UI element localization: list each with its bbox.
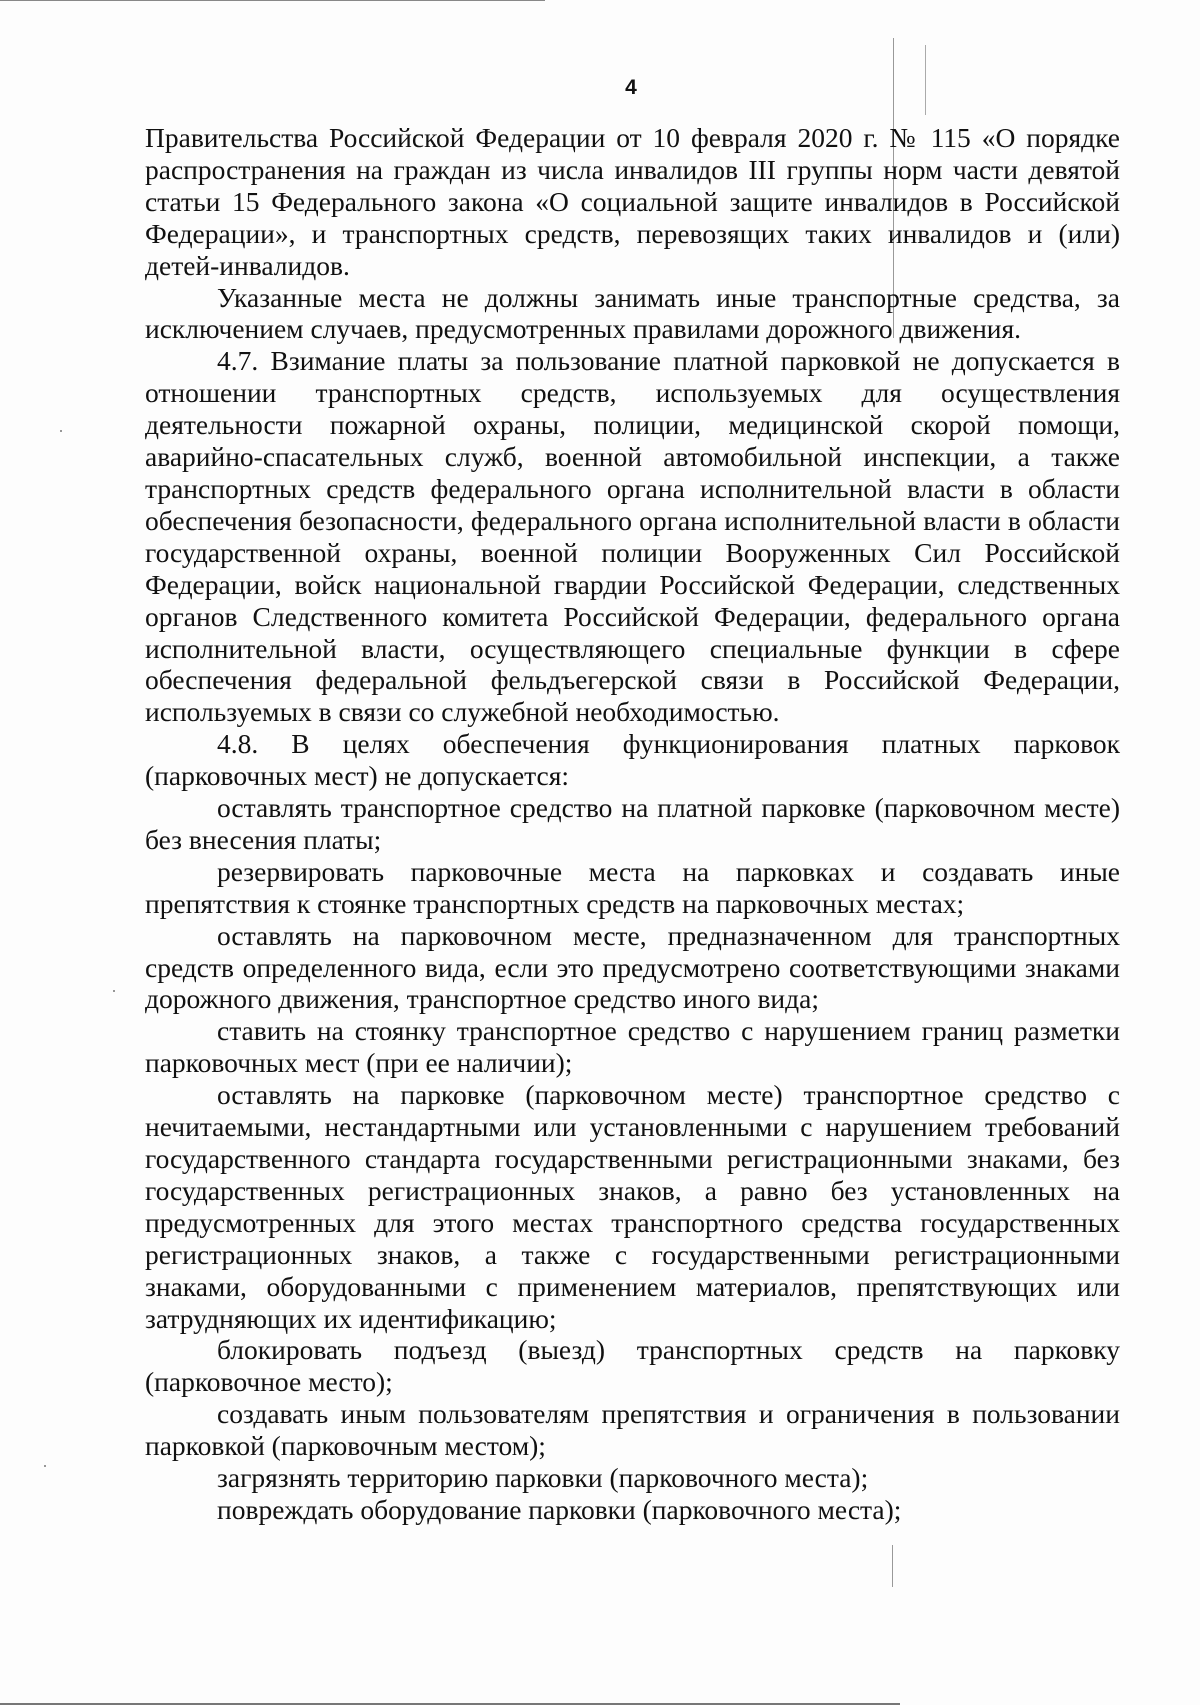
scan-artifact-line bbox=[892, 1545, 893, 1587]
paragraph-continuation: Правительства Российской Федерации от 10 февраля 2020 г. № 115 «О порядке распространения на граждан из числа инвалидов III группы норм части девятой статьи 15 Федерального закона «О социальной защите инвалидов в Российской Федерации», и транспортных средств, перевозящих таких инвалидов и (или) детей-инвалидов. bbox=[145, 122, 1120, 281]
document-body bbox=[145, 122, 1120, 1526]
paragraph-4-7: 4.7. Взимание платы за пользование платной парковкой не допускается в отношении транспортных средств, используемых для осуществления деятельности пожарной охраны, полиции, медицинской скорой помощи, аварийно-спасательных служб, военной автомобильной инспекции, а также транспортных средств федерального органа исполнительной власти в области обеспечения безопасности, федерального органа исполнительной власти в области государственной охраны, военной полиции Вооруженных Сил Российской Федерации, войск национальной гвардии Российской Федерации, следственных органов Следственного комитета Российской Федерации, федерального органа исполнительной власти, осуществляющего специальные функции в сфере обеспечения федеральной фельдъегерской связи в Российской Федерации, используемых в связи со служебной необходимостью. bbox=[145, 345, 1120, 728]
paragraph-4-8: 4.8. В целях обеспечения функционирования платных парковок (парковочных мест) не допускается: bbox=[145, 728, 1120, 792]
list-item: загрязнять территорию парковки (парковочного места); bbox=[217, 1462, 869, 1494]
list-item: блокировать подъезд (выезд) транспортных средств на парковку (парковочное место); bbox=[145, 1334, 1120, 1398]
list-item: повреждать оборудование парковки (парковочного места); bbox=[217, 1493, 902, 1525]
list-item: создавать иным пользователям препятствия и ограничения в пользовании парковкой (парковочным местом); bbox=[145, 1398, 1120, 1462]
list-item: оставлять на парковке (парковочном месте) транспортное средство с нечитаемыми, нестандартными или установленными с нарушением требований государственного стандарта государственными регистрационными знаками, без государственных регистрационных знаков, а равно без установленных на предусмотренных для этого местах транспортного средства государственных регистрационных знаков, а также с государственными регистрационными знаками, оборудованными с применением материалов, препятствующих или затрудняющих их идентификацию; bbox=[145, 1079, 1120, 1334]
list-item: резервировать парковочные места на парковках и создавать иные препятствия к стоянке транспортных средств на парковочных местах; bbox=[145, 855, 1120, 919]
scan-artifact-dot bbox=[113, 990, 115, 992]
list-item: оставлять транспортное средство на платной парковке (парковочном месте) без внесения платы; bbox=[145, 792, 1120, 855]
list-item: оставлять на парковочном месте, предназначенном для транспортных средств определенного вида, если это предусмотрено соответствующими знаками дорожного движения, транспортное средство иного вида; bbox=[145, 919, 1120, 1015]
scan-artifact-line bbox=[0, 0, 545, 1]
scan-artifact-dot bbox=[44, 1465, 46, 1467]
paragraph-reserved-places: Указанные места не должны занимать иные транспортные средства, за исключением случаев, предусмотренных правилами дорожного движения. bbox=[145, 281, 1120, 345]
page-number: 4 bbox=[625, 76, 637, 99]
scan-artifact-dot bbox=[60, 430, 62, 432]
list-item: ставить на стоянку транспортное средство с нарушением границ разметки парковочных мест (при ее наличии); bbox=[145, 1015, 1120, 1079]
